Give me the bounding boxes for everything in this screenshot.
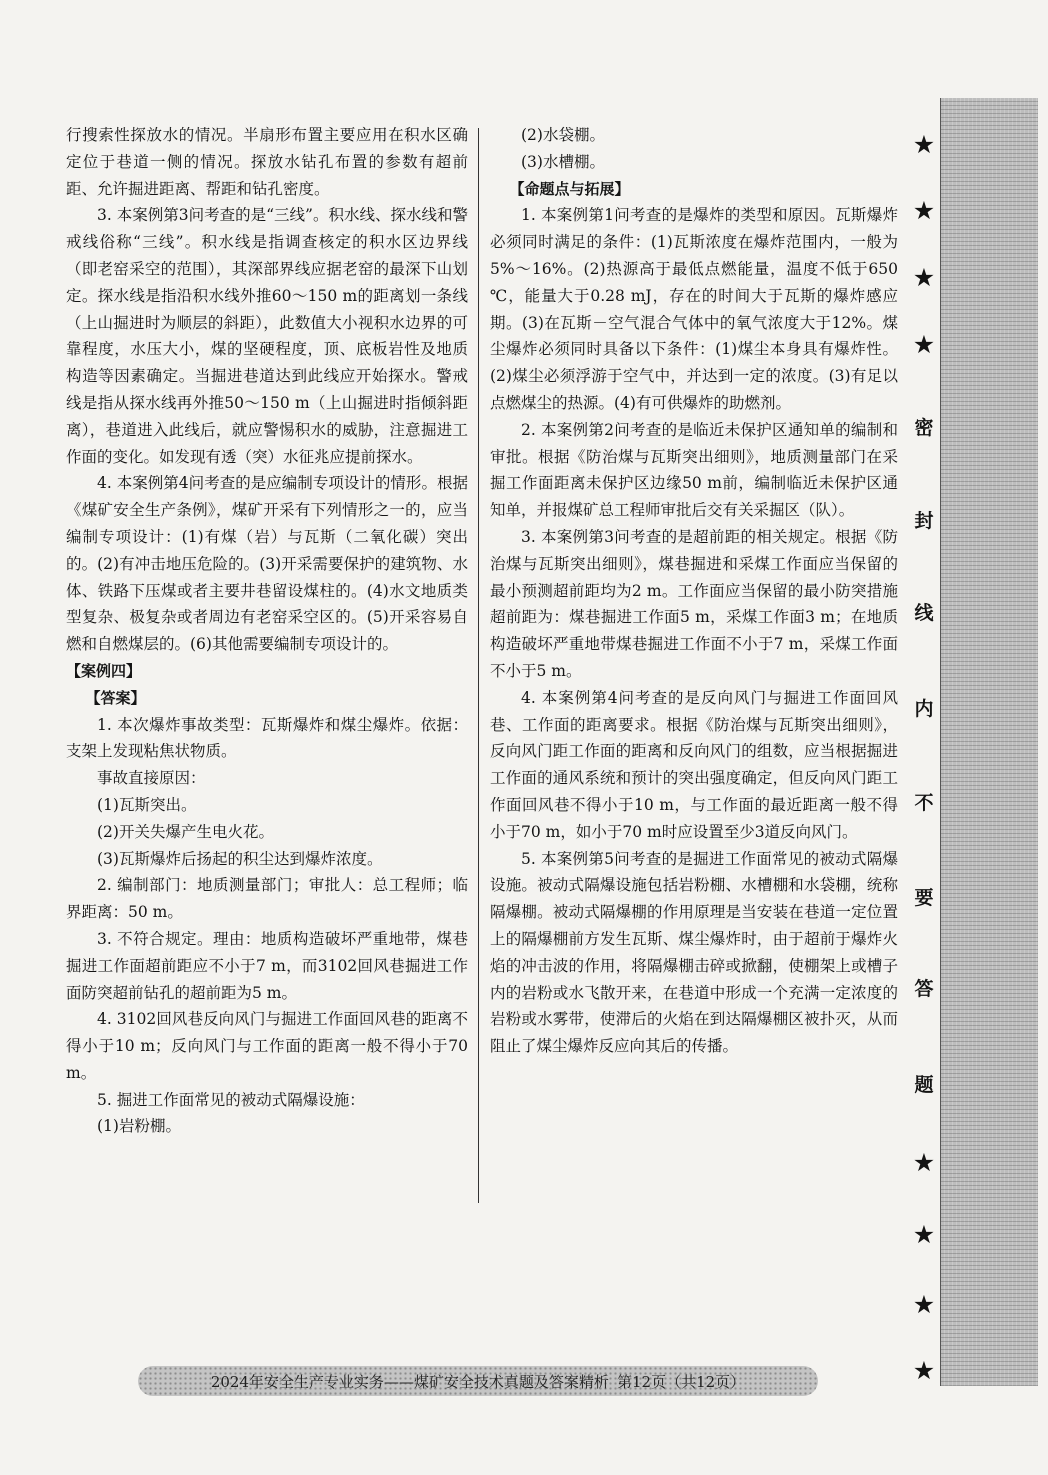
paragraph: 3. 本案例第3问考查的是“三线”。积水线、探水线和警戒线俗称“三线”。积水线是指调查核定的积水区边界线（即老窑采空的范围），其深部界线应据老窑的最深下山划定。探水线是指沿积水线外推60～150 m的距离划一条线（上山掘进时为顺层的斜距），此数值大小视积水边界的可靠程度，水压大小，煤的坚硬程度，顶、底板岩性及地质构造等因素确定。当掘进巷道达到此线应开始探水。警戒线是指从探水线再外推50～150 m（上山掘进时指倾斜距离），巷道进入此线后，就应警惕积水的威胁，注意掘进工作面的变化。如发现有透（突）水征兆应提前探水。 <box>66 206 468 466</box>
answer-subitem: (2)水袋棚。 <box>521 126 605 144</box>
paragraph: 2. 本案例第2问考查的是临近未保护区通知单的编制和审批。根据《防治煤与瓦斯突出细则》，地质测量部门在采掘工作面距离未保护区边缘50 m前，编制临近未保护区通知单，并报煤矿总工程师审批后交有关采掘区（队）。 <box>490 420 898 520</box>
star-icon: ★ <box>912 130 936 159</box>
case-heading: 【案例四】 <box>66 661 142 680</box>
answer-subitem: (1)岩粉棚。 <box>97 1117 181 1136</box>
answer-item: 1. 本次爆炸事故类型：瓦斯爆炸和煤尘爆炸。依据：支架上发现粘焦状物质。 <box>66 715 468 761</box>
answer-subitem: (1)瓦斯突出。 <box>97 795 197 814</box>
seal-strip-texture <box>940 98 1038 1386</box>
answer-subitem: (3)瓦斯爆炸后扬起的积尘达到爆炸浓度。 <box>97 849 383 868</box>
topic-heading: 【命题点与拓展】 <box>509 179 630 198</box>
paragraph: 1. 本案例第1问考查的是爆炸的类型和原因。瓦斯爆炸必须同时满足的条件：(1)瓦斯浓度在爆炸范围内，一般为5%～16%。(2)热源高于最低点燃能量，温度不低于650 ℃，能量大于0.28 mJ，存在的时间大于瓦斯的爆炸感应期。(3)在瓦斯－空气混合气体中的氧气浓度大于12%。煤尘爆炸必须同时具备以下条件：(1)煤尘本身具有爆炸性。(2)煤尘必须浮游于空气中，并达到一定的浓度。(3)有足以点燃煤尘的热源。(4)有可供爆炸的助燃剂。 <box>490 206 898 412</box>
seal-char: 要 <box>914 887 934 909</box>
footer-book-title: 2024年安全生产专业实务——煤矿安全技术真题及答案精析 <box>210 1372 609 1391</box>
answer-item: 2. 编制部门：地质测量部门；审批人：总工程师；临界距离：50 m。 <box>66 876 468 922</box>
seal-char: 题 <box>914 1074 934 1096</box>
answer-subitem: (2)开关失爆产生电火花。 <box>97 822 274 841</box>
star-icon: ★ <box>912 1220 936 1249</box>
answer-item: 4. 3102回风巷反向风门与掘进工作面回风巷的距离不得小于10 m；反向风门与工作面的距离一般不得小于70 m。 <box>66 1010 468 1082</box>
answer-subitem: (3)水槽棚。 <box>521 152 605 171</box>
star-icon: ★ <box>912 330 936 359</box>
answer-item: 5. 掘进工作面常见的被动式隔爆设施： <box>97 1090 365 1109</box>
paragraph: 4. 本案例第4问考查的是应编制专项设计的情形。根据《煤矿安全生产条例》，煤矿开采有下列情形之一的，应当编制专项设计：(1)有煤（岩）与瓦斯（二氧化碳）突出的。(2)有冲击地压危险的。(3)开采需要保护的建筑物、水体、铁路下压煤或者主要井巷留设煤柱的。(4)水文地质类型复杂、极复杂或者周边有老窑采空区的。(5)开采容易自燃和自燃煤层的。(6)其他需要编制专项设计的。 <box>66 474 468 654</box>
seal-char: 密 <box>914 417 934 439</box>
seal-char: 封 <box>914 510 934 532</box>
left-column <box>66 122 468 1140</box>
seal-char: 线 <box>914 602 934 624</box>
answer-heading: 【答案】 <box>85 688 146 707</box>
star-icon: ★ <box>912 1148 936 1177</box>
seal-char: 答 <box>914 978 934 1000</box>
paragraph: 5. 本案例第5问考查的是掘进工作面常见的被动式隔爆设施。被动式隔爆设施包括岩粉棚、水槽棚和水袋棚，统称隔爆棚。被动式隔爆棚的作用原理是当安装在巷道一定位置上的隔爆棚前方发生瓦斯、煤尘爆炸时，由于超前于爆炸火焰的冲击波的作用，将隔爆棚击碎或掀翻，使棚架上或槽子内的岩粉或水飞散开来，在巷道中形成一个充满一定浓度的岩粉或水雾带，使滞后的火焰在到达隔爆棚区被扑灭，从而阻止了煤尘爆炸反应向其后的传播。 <box>490 849 898 1056</box>
footer-banner <box>138 1366 818 1396</box>
seal-column <box>904 108 944 1398</box>
paragraph: 行搜索性探放水的情况。半扇形布置主要应用在积水区确定位于巷道一侧的情况。探放水钻孔布置的参数有超前距、允许掘进距离、帮距和钻孔密度。 <box>66 126 468 198</box>
seal-char: 内 <box>914 698 934 720</box>
answer-item: 3. 不符合规定。理由：地质构造破坏严重地带，煤巷掘进工作面超前距应不小于7 m，而3102回风巷掘进工作面防突超前钻孔的超前距为5 m。 <box>66 929 468 1002</box>
star-icon: ★ <box>912 1356 936 1385</box>
column-divider <box>478 128 479 1203</box>
paragraph: 3. 本案例第3问考查的是超前距的相关规定。根据《防治煤与瓦斯突出细则》，煤巷掘进和采煤工作面应当保留的最小预测超前距均为2 m。工作面应当保留的最小防突措施超前距为：煤巷掘进工作面5 m，采煤工作面3 m；在地质构造破坏严重地带煤巷掘进工作面不小于7 m，采煤工作面不小于5 m。 <box>490 527 898 680</box>
paragraph: 4. 本案例第4问考查的是反向风门与掘进工作面回风巷、工作面的距离要求。根据《防治煤与瓦斯突出细则》，反向风门距工作面的距离和反向风门的组数，应当根据掘进工作面的通风系统和预计的突出强度确定，但反向风门距工作面回风巷不得小于10 m，与工作面的最近距离一般不得小于70 m，如小于70 m时应设置至少3道反向风门。 <box>490 688 898 841</box>
star-icon: ★ <box>912 263 936 292</box>
right-column <box>490 122 898 1060</box>
star-icon: ★ <box>912 1290 936 1319</box>
answer-subhead: 事故直接原因： <box>97 769 206 788</box>
seal-char: 不 <box>914 792 934 814</box>
footer-page-info: 第12页（共12页） <box>617 1372 746 1391</box>
star-icon: ★ <box>912 196 936 225</box>
